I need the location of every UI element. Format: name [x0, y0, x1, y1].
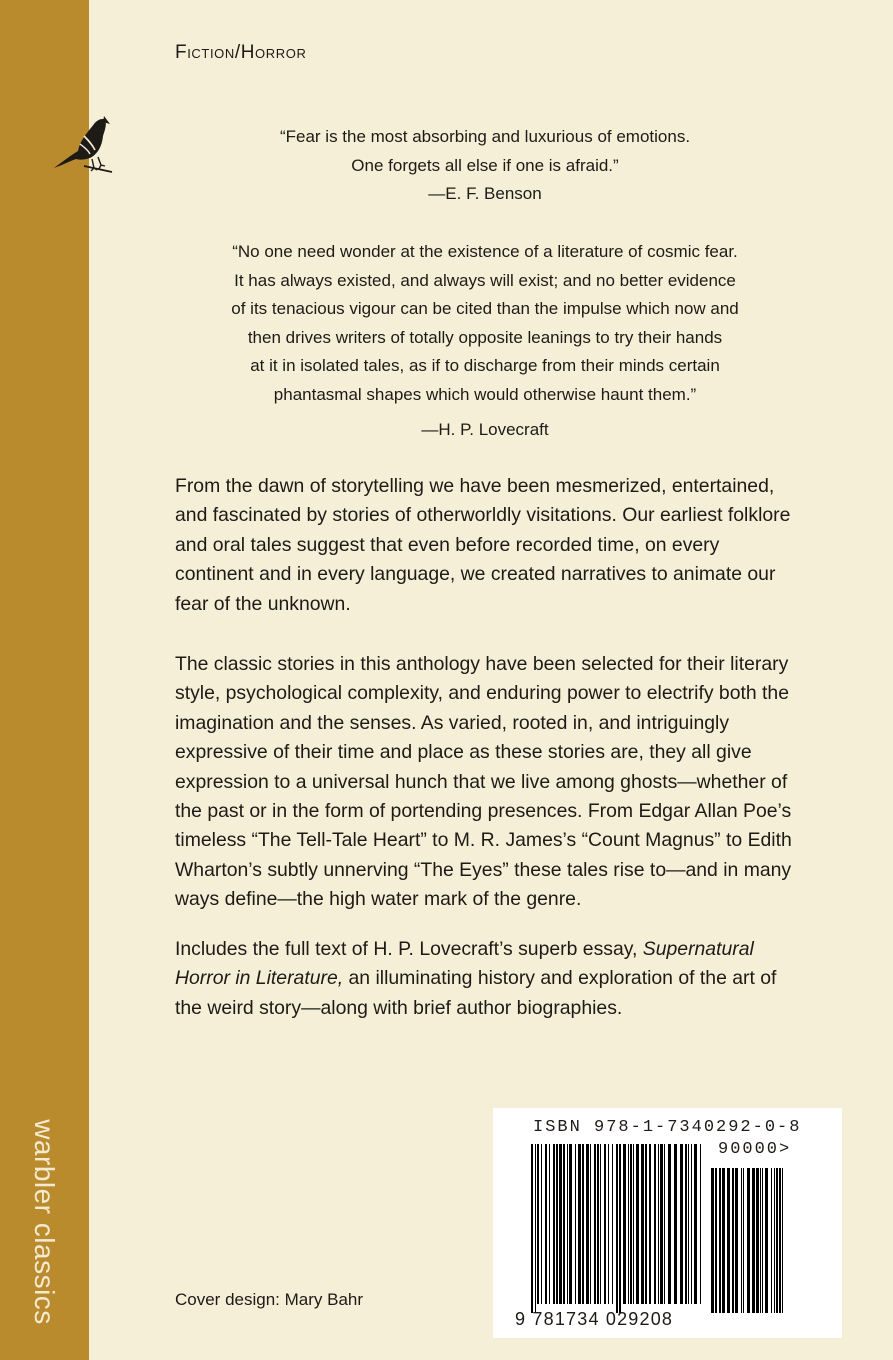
addon-bar [715, 1168, 717, 1313]
barcode-panel [493, 1108, 842, 1338]
addon-bar [722, 1168, 725, 1313]
barcode-bar [597, 1144, 599, 1304]
addon-bar [776, 1168, 778, 1313]
barcode-bar [658, 1144, 659, 1304]
barcode-bar [649, 1144, 651, 1304]
barcode-bar [668, 1144, 671, 1304]
price-addon: 90000> [718, 1140, 792, 1159]
barcode-bar [694, 1144, 697, 1304]
barcode-bar [612, 1144, 613, 1304]
category-label: Fiction/Horror [175, 42, 307, 63]
addon-bar [752, 1168, 755, 1313]
quote-line: then drives writers of totally opposite leanings to try their hands [247, 327, 723, 347]
addon-bar [747, 1168, 750, 1313]
addon-bar [765, 1168, 768, 1313]
barcode-bar [590, 1144, 591, 1304]
barcode-bar [586, 1144, 589, 1304]
publisher-brand: warbler classics [29, 1119, 60, 1325]
quote-line: at it in isolated tales, as if to discharge from their minds certain [250, 356, 720, 375]
barcode-bar [556, 1144, 558, 1304]
barcode-bar [575, 1144, 576, 1304]
barcode-bar [630, 1144, 632, 1304]
barcode-bar [664, 1144, 665, 1304]
quote-attribution: —E. F. Benson [428, 184, 542, 203]
isbn-label: ISBN 978-1-7340292-0-8 [533, 1118, 802, 1137]
barcode-bar [537, 1144, 539, 1304]
addon-bar [711, 1168, 714, 1313]
warbler-bird-icon [52, 110, 122, 176]
barcode-bar [688, 1144, 689, 1304]
barcode-bar [604, 1144, 606, 1304]
barcode-bar [608, 1144, 609, 1304]
barcode-bar [685, 1144, 687, 1304]
cover-credit: Cover design: Mary Bahr [175, 1290, 364, 1309]
quote-line: phantasmal shapes which would otherwise haunt them.” [273, 384, 697, 404]
addon-bar [762, 1168, 763, 1313]
spine-band [0, 0, 89, 1360]
barcode-bar [559, 1144, 562, 1304]
barcode-bar [680, 1144, 683, 1304]
addon-bar [771, 1168, 772, 1313]
addon-bar [779, 1168, 781, 1313]
addon-bar [727, 1168, 730, 1313]
description-paragraph-3 [175, 935, 803, 1023]
quote-attribution: —H. P. Lovecraft [421, 420, 549, 439]
barcode-bar [636, 1144, 639, 1304]
barcode-bar [641, 1144, 644, 1304]
description-paragraph-2: The classic stories in this anthology have been selected for their literary style, psychological complexity, and enduring power to electrify both the imagination and the senses. As varied, rooted in, and intriguingly expressive of their time and place as these stories are, they all give expression to a universal hunch that we live among ghosts—whether of the past or in the form of portending presences. From Edgar Allan Poe’s timeless “The Tell-Tale Heart” to M. R. James’s “Count Magnus” to Edith Wharton’s subtly unnerving “The Eyes” these tales rise to—and in many ways define—the high water mark of the genre. [175, 653, 792, 911]
barcode-digits: 9 781734 029208 [515, 1309, 674, 1329]
barcode-bar [616, 1144, 618, 1313]
paragraph-3-intro: Includes the full text of H. P. Lovecraft’s superb essay, [175, 938, 643, 960]
barcode-bar [531, 1144, 533, 1313]
barcode-bar [674, 1144, 677, 1304]
quote-line: of its tenacious vigour can be cited than the impulse which now and [231, 299, 739, 318]
paragraph-3-rest: an illuminating history and exploration of the art of the weird story—along with brief author biographies. [175, 967, 777, 1019]
barcode-bar [691, 1144, 692, 1304]
barcode-bar [600, 1144, 601, 1304]
barcode-bar [567, 1144, 568, 1304]
addon-bar [735, 1168, 738, 1313]
barcode-bars [523, 1138, 823, 1313]
barcode-bar [578, 1144, 581, 1304]
barcode-bar [619, 1144, 621, 1313]
barcode-bar [645, 1144, 647, 1304]
addon-bar [719, 1168, 721, 1313]
barcode-bar [549, 1144, 550, 1304]
addon-bar [774, 1168, 775, 1313]
lovecraft-quote [175, 238, 795, 445]
barcode-bar [569, 1144, 572, 1304]
description-paragraph-1: From the dawn of storytelling we have been mesmerized, entertained, and fascinated by stories of otherworldly visitations. Our earliest folklore and oral tales suggest that even before recorded time, on every continent and in every language, we created narratives to animate our fear of the unknown. [175, 475, 791, 615]
barcode-bar [660, 1144, 663, 1304]
addon-bar [756, 1168, 759, 1313]
barcode-bar [623, 1144, 626, 1304]
barcode-bar [541, 1144, 542, 1304]
essay-title: Supernatural Horror in Literature, [175, 938, 754, 990]
barcode-bar [582, 1144, 584, 1304]
addon-bar [782, 1168, 783, 1313]
addon-bar [732, 1168, 734, 1313]
barcode-bar [535, 1144, 536, 1313]
quote-line: It has always existed, and always will exist; and no better evidence [234, 270, 736, 290]
benson-quote [175, 123, 795, 209]
barcode-bar [563, 1144, 565, 1304]
barcode-bar [594, 1144, 596, 1304]
quote-line: One forgets all else if one is afraid.” [351, 155, 619, 175]
barcode-bar [700, 1144, 701, 1304]
barcode-bar [545, 1144, 547, 1304]
barcode-bar [553, 1144, 555, 1304]
barcode-bar [633, 1144, 634, 1304]
addon-bar [760, 1168, 761, 1313]
barcode-bar [654, 1144, 656, 1304]
addon-bar [741, 1168, 742, 1313]
addon-bar [743, 1168, 744, 1313]
barcode-bar [628, 1144, 629, 1304]
quote-line: “No one need wonder at the existence of a literature of cosmic fear. [232, 242, 738, 261]
quote-line: “Fear is the most absorbing and luxurious of emotions. [279, 127, 691, 146]
